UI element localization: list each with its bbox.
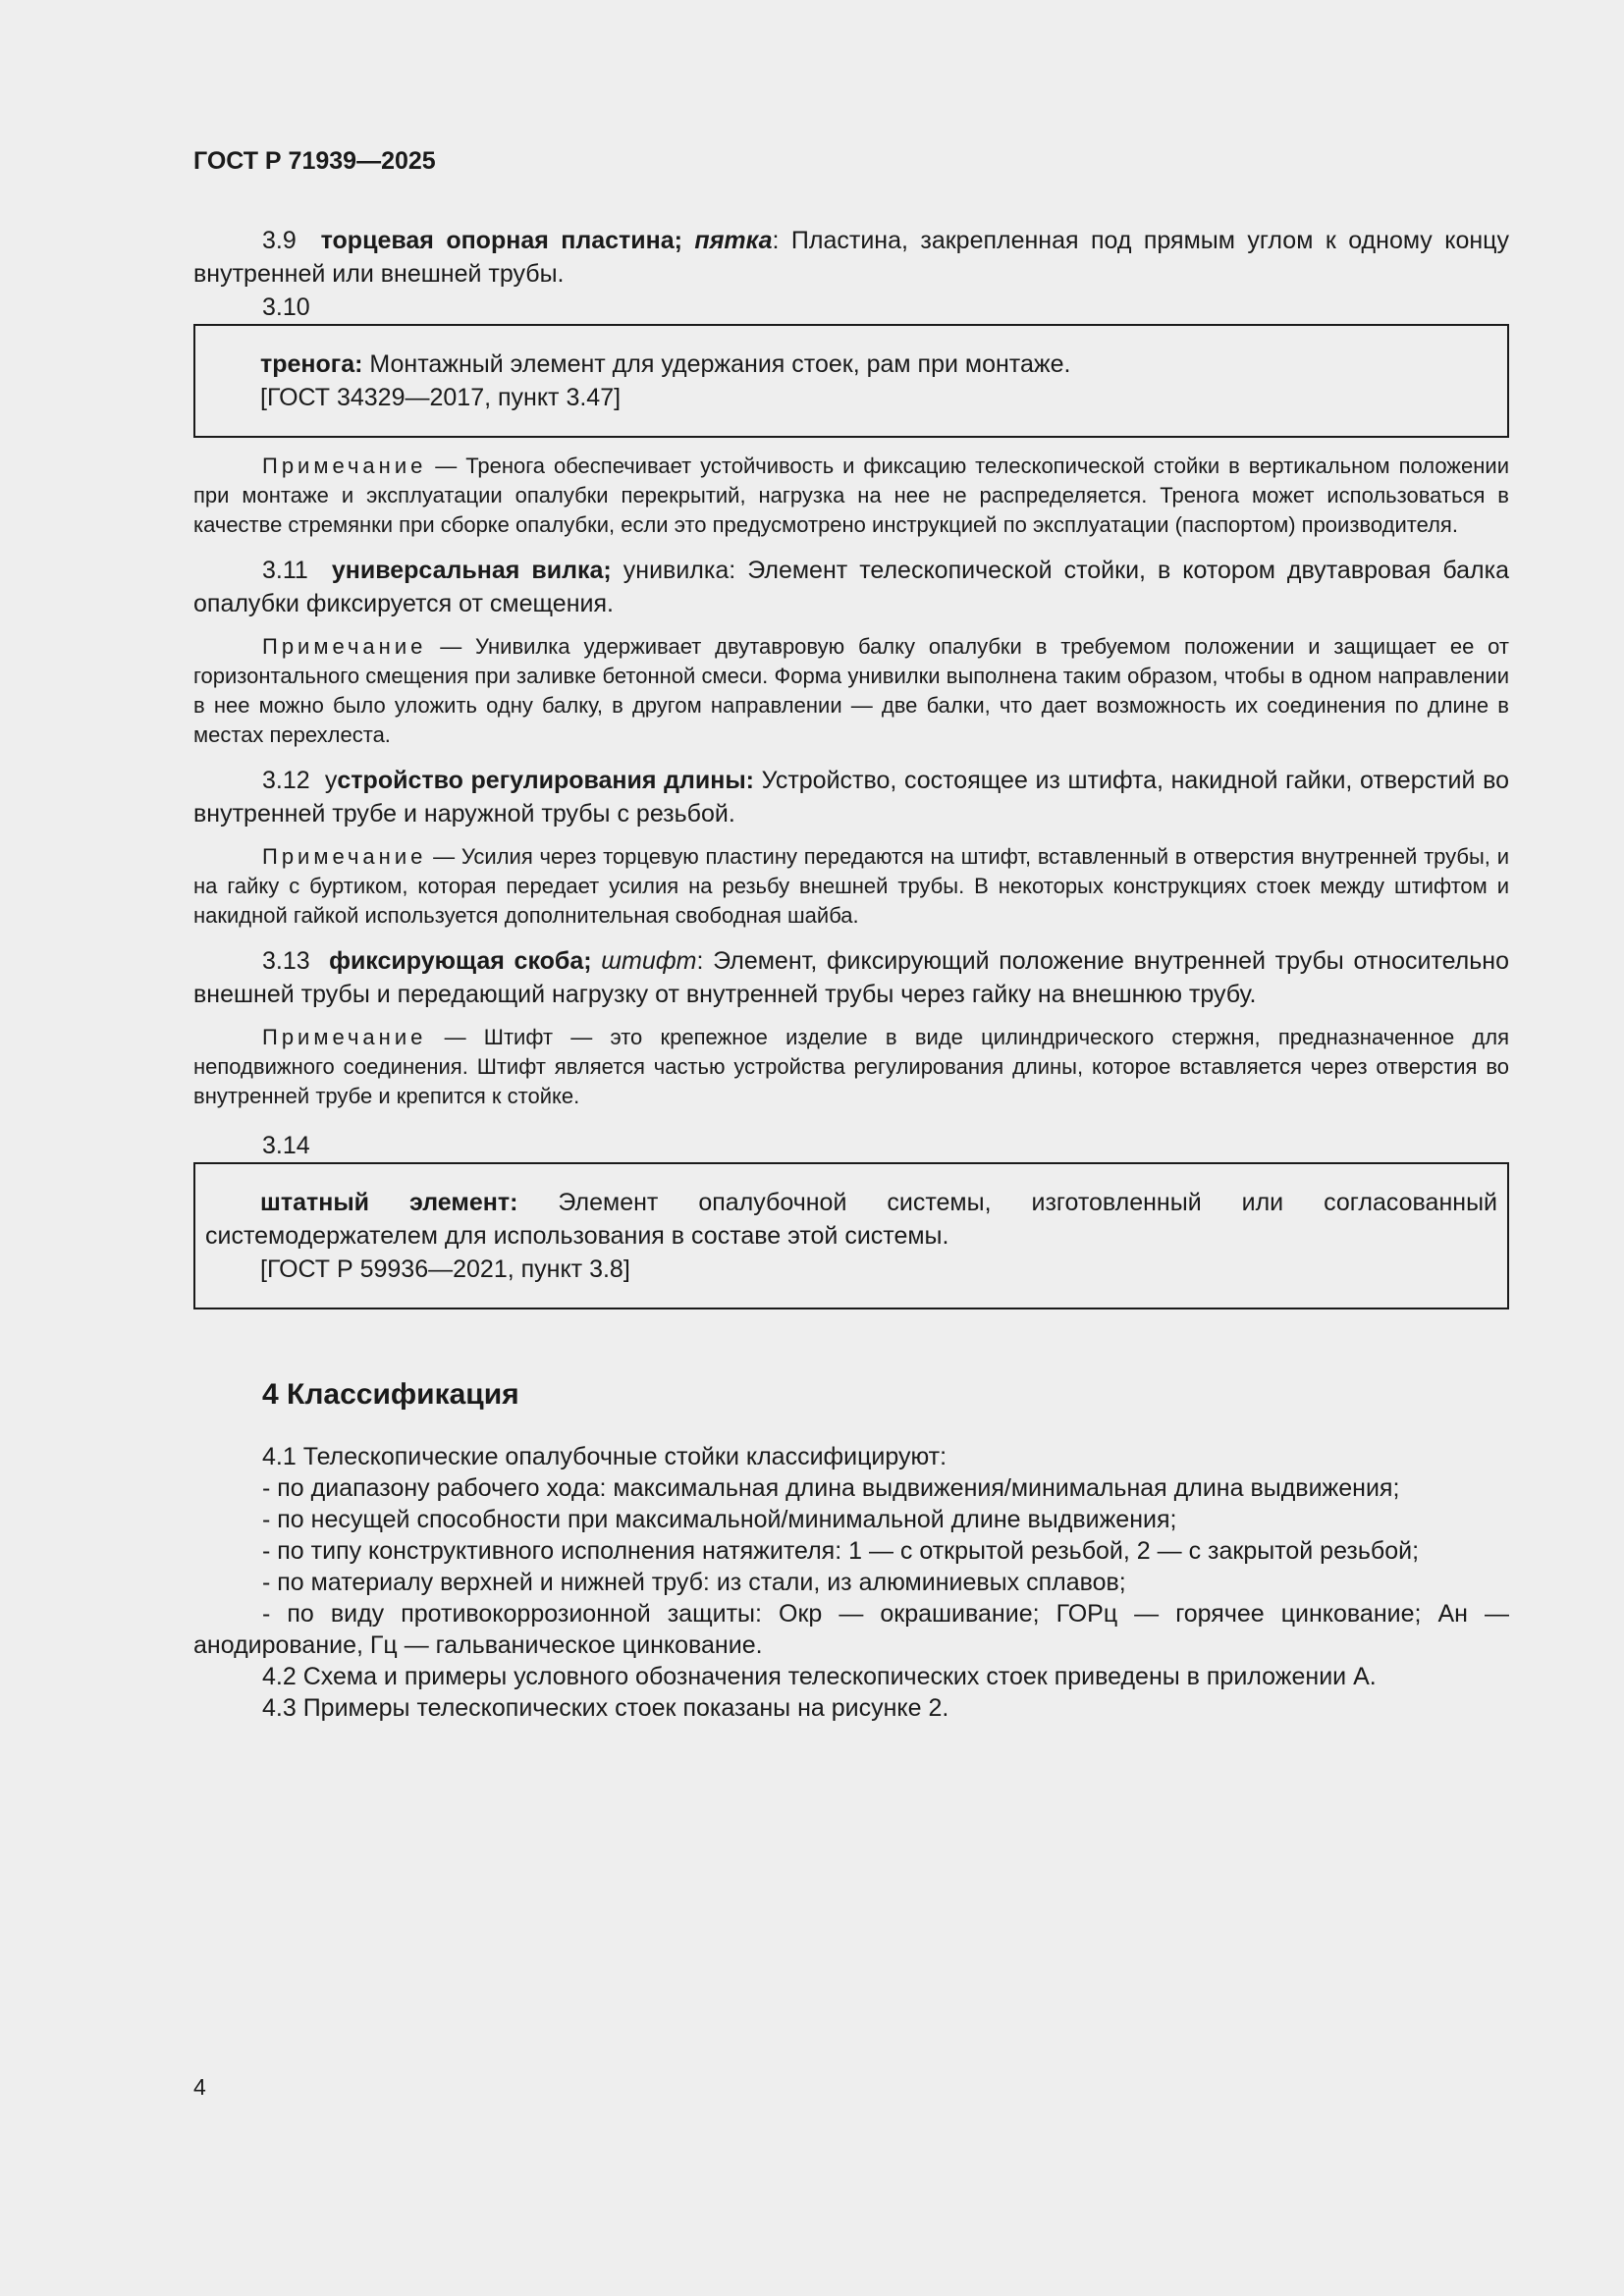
list-item: - по материалу верхней и нижней труб: из стали, из алюминиевых сплавов; [262, 1569, 1126, 1596]
note-3-11: Примечание — Унивилка удерживает двутавровую балку опалубки в требуемом положении и защищает ее от горизонтального смещения при заливке бетонной смеси. Форма унивилки выполнена таким образом, чтобы в одном направлении в нее можно было уложить одну балку, в другом направлении — две балки, что дает возможность их соединения по длине в местах перехлеста. [193, 634, 1509, 747]
note-3-10: Примечание — Тренога обеспечивает устойчивость и фиксацию телескопической стойки в вертикальном положении при монтаже и эксплуатации опалубки перекрытий, нагрузка на нее не распределяется. Тренога может использоваться в качестве стремянки при сборке опалубки, если это предусмотрено инструкцией по эксплуатации (паспортом) производителя. [193, 454, 1509, 537]
clause-4-2: 4.2 Схема и примеры условного обозначения телескопических стоек приведены в приложении А. [262, 1663, 1377, 1690]
clause-3-9: 3.9 торцевая опорная пластина; пятка: Пластина, закрепленная под прямым углом к одному концу внутренней или внешней трубы. [193, 227, 1509, 288]
clause-4-3: 4.3 Примеры телескопических стоек показаны на рисунке 2. [262, 1694, 949, 1722]
clause-3-13: 3.13 фиксирующая скоба; штифт: Элемент, фиксирующий положение внутренней трубы относительно внешней трубы и передающий нагрузку от внутренней трубы через гайку на внешнюю трубу. [193, 947, 1510, 1008]
note-3-12: Примечание — Усилия через торцевую пластину передаются на штифт, вставленный в отверстия внутренней трубы, и на гайку с буртиком, которая передает усилия на резьбу внешней трубы. В некоторых конструкциях стоек между штифтом и накидной гайкой используется дополнительная свободная шайба. [193, 844, 1509, 928]
list-item: - по виду противокоррозионной защиты: Окр — окрашивание; ГОРц — горячее цинкование; Ан — анодирование, Гц — гальваническое цинкование. [193, 1600, 1509, 1659]
term: торцевая опорная пластина; [320, 227, 682, 254]
definition-reference: [ГОСТ Р 59936—2021, пункт 3.8] [260, 1255, 630, 1283]
document-header: ГОСТ Р 71939—2025 [193, 147, 436, 175]
section-4-title: 4 Классификация [262, 1378, 519, 1411]
document-body [193, 224, 1509, 1724]
clause-3-12: 3.12 устройство регулирования длины: Устройство, состоящее из штифта, накидной гайки, отверстий во внутренней трубе и наружной трубы с резьбой. [193, 767, 1509, 828]
clause-3-11: 3.11 универсальная вилка; унивилка: Элемент телескопической стойки, в котором двутавровая балка опалубки фиксируется от смещения. [193, 557, 1509, 617]
list-item: - по диапазону рабочего хода: максимальная длина выдвижения/минимальная длина выдвижения; [262, 1474, 1400, 1502]
clause-3-14-number: 3.14 [262, 1132, 310, 1159]
definition-text: тренога: Монтажный элемент для удержания стоек, рам при монтаже. [260, 350, 1071, 378]
list-item: - по несущей способности при максимальной/минимальной длине выдвижения; [262, 1506, 1177, 1533]
list-item: - по типу конструктивного исполнения натяжителя: 1 — с открытой резьбой, 2 — с закрытой резьбой; [262, 1537, 1420, 1565]
definition-reference: [ГОСТ 34329—2017, пункт 3.47] [260, 384, 622, 411]
note-3-13: Примечание — Штифт — это крепежное изделие в виде цилиндрического стержня, предназначенное для неподвижного соединения. Штифт является частью устройства регулирования длины, которое вставляется через отверстия во внутренней трубе и крепится к стойке. [193, 1025, 1509, 1108]
definition-box-3-14 [193, 1162, 1509, 1309]
definition-box-3-10 [193, 324, 1509, 438]
clause-4-1: 4.1 Телескопические опалубочные стойки классифицируют: [262, 1443, 947, 1470]
definition-text: штатный элемент: Элемент опалубочной системы, изготовленный или согласованный системодержателем для использования в составе этой системы. [205, 1189, 1497, 1250]
clause-3-10-number: 3.10 [262, 294, 310, 321]
page-number: 4 [193, 2074, 206, 2100]
term-alt: пятка [694, 227, 773, 254]
